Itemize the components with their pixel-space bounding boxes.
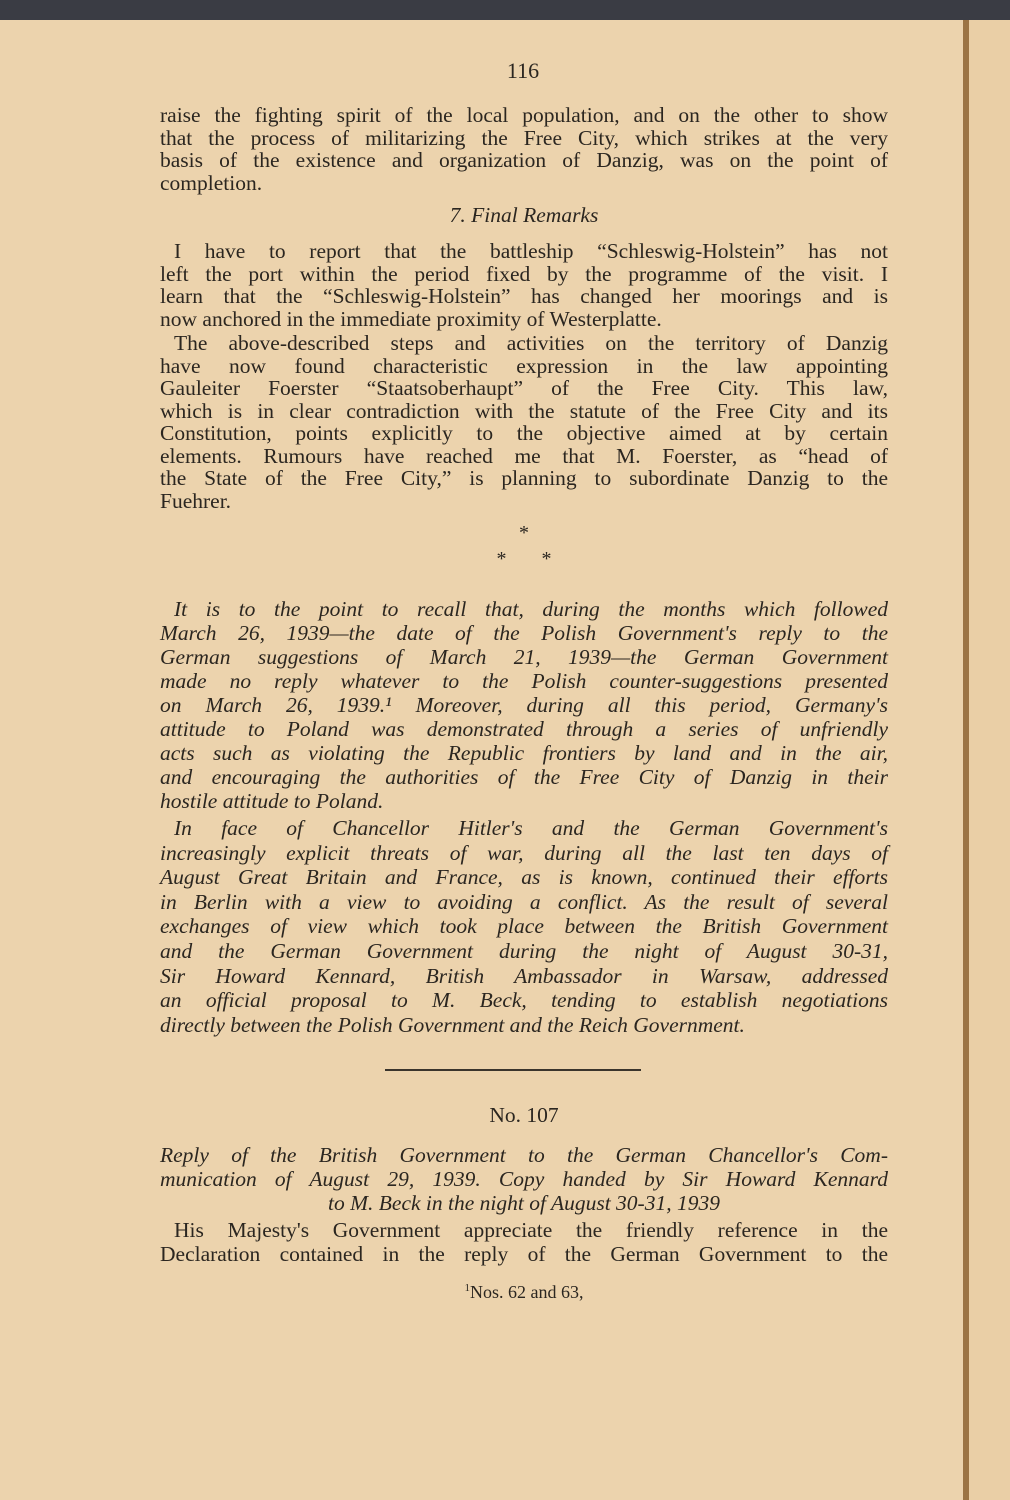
- text-line: German suggestions of March 21, 1939—the German Government: [160, 645, 888, 669]
- text-line: that the process of militarizing the Free City, which strikes at the very: [160, 125, 888, 150]
- text-line: raise the fighting spirit of the local population, and on the other to show: [160, 103, 888, 127]
- text-line: Constitution, points explicitly to the objective aimed at by certain: [160, 421, 888, 445]
- text-line: His Majesty's Government appreciate the friendly reference in the: [174, 1218, 888, 1242]
- page-number: 116: [506, 58, 540, 83]
- text-line: in Berlin with a view to avoiding a conflict. As the result of several: [160, 889, 888, 914]
- text-line: hostile attitude to Poland.: [160, 789, 384, 813]
- text-line: I have to report that the battleship “Schleswig-Holstein” has not: [174, 239, 888, 263]
- text-line: increasingly explicit threats of war, during all the last ten days of: [160, 840, 888, 865]
- text-line: basis of the existence and organization of Danzig, was on the point of: [160, 148, 888, 172]
- reply-para: [160, 1218, 888, 1266]
- para-1: [160, 104, 888, 194]
- text-line: The above-described steps and activities on the territory of Danzig: [174, 331, 888, 355]
- footnote-text: Nos. 62 and 63,: [470, 1282, 584, 1302]
- text-line: have now found characteristic expression in the law appointing: [160, 353, 888, 378]
- text-line: munication of August 29, 1939. Copy handed by Sir Howard Kennard: [160, 1167, 888, 1191]
- text-line: the State of the Free City,” is planning to subordinate Danzig to the: [160, 466, 888, 490]
- text-line: left the port within the period fixed by the programme of the visit. I: [160, 261, 888, 286]
- text-line: on March 26, 1939.¹ Moreover, during all this period, Germany's: [160, 693, 888, 717]
- text-line: August Great Britain and France, as is known, continued their efforts: [160, 865, 888, 890]
- text-line: learn that the “Schleswig-Holstein” has changed her moorings and is: [160, 284, 888, 308]
- text-line: Reply of the British Government to the German Chancellor's Com-: [160, 1143, 888, 1167]
- text-line: directly between the Polish Government and the Reich Government.: [160, 1012, 745, 1037]
- document-number: No. 107: [489, 1103, 559, 1127]
- text-line: made no reply whatever to the Polish counter-suggestions presented: [160, 669, 888, 693]
- text-line: completion.: [160, 170, 263, 195]
- facing-page-edge: [969, 20, 1010, 1500]
- scan-top-band: [0, 0, 1010, 20]
- italic-para-2: [160, 816, 888, 1037]
- text-line: Gauleiter Foerster “Staatsoberhaupt” of the Free City. This law,: [160, 376, 888, 400]
- text-line: It is to the point to recall that, during the months which followed: [174, 597, 888, 621]
- text-line: acts such as violating the Republic frontiers by land and in the air,: [160, 741, 888, 765]
- footnote-mark: 1: [464, 1282, 470, 1294]
- text-line: attitude to Poland was demonstrated through a series of unfriendly: [160, 717, 888, 741]
- text-line: Declaration contained in the reply of the German Government to the: [160, 1242, 888, 1266]
- section-heading: 7. Final Remarks: [449, 203, 599, 227]
- text-line: and the German Government during the night of August 30-31,: [160, 938, 888, 963]
- italic-para-1: [160, 597, 888, 813]
- text-line: Sir Howard Kennard, British Ambassador in Warsaw, addressed: [160, 963, 888, 988]
- text-line: In face of Chancellor Hitler's and the German Government's: [174, 816, 888, 840]
- text-line: March 26, 1939—the date of the Polish Government's reply to the: [160, 621, 888, 645]
- para-2: [160, 240, 888, 330]
- text-line: exchanges of view which took place between the British Government: [160, 914, 888, 939]
- text-line: elements. Rumours have reached me that M. Foerster, as “head of: [160, 443, 888, 468]
- para-3: [160, 332, 888, 512]
- text-line: which is in clear contradiction with the statute of the Free City and its: [160, 398, 888, 423]
- text-line: now anchored in the immediate proximity of Westerplatte.: [160, 306, 662, 331]
- section-divider: [385, 1069, 641, 1071]
- footnote: [160, 1282, 888, 1303]
- text-line: and encouraging the authorities of the Free City of Danzig in their: [160, 765, 888, 789]
- text-line: Fuehrer.: [160, 488, 232, 513]
- text-line: to M. Beck in the night of August 30-31, 1939: [328, 1191, 720, 1215]
- reply-heading: [160, 1143, 888, 1215]
- asterism-bottom: * *: [496, 548, 552, 570]
- asterism-top: *: [519, 522, 529, 544]
- text-line: an official proposal to M. Beck, tending to establish negotiations: [160, 988, 888, 1013]
